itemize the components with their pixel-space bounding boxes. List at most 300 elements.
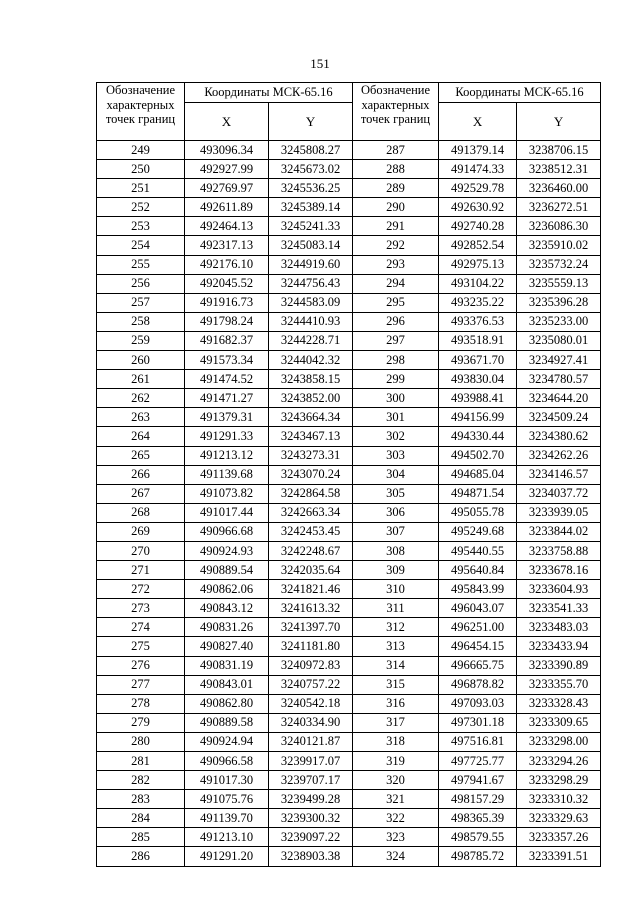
table-row xyxy=(353,446,601,465)
table-row xyxy=(353,198,601,217)
table-row xyxy=(353,427,601,446)
x-coordinate-cell: 494502.70 xyxy=(439,446,517,465)
point-id-cell: 294 xyxy=(353,274,439,293)
y-coordinate-cell: 3245536.25 xyxy=(269,179,353,198)
point-id-cell: 249 xyxy=(97,141,185,160)
table-row xyxy=(353,351,601,370)
point-id-cell: 302 xyxy=(353,427,439,446)
y-coordinate-cell: 3233355.70 xyxy=(517,675,601,694)
point-id-cell: 298 xyxy=(353,351,439,370)
y-coordinate-cell: 3235233.00 xyxy=(517,312,601,331)
x-coordinate-cell: 491474.52 xyxy=(185,370,269,389)
x-coordinate-cell: 490843.01 xyxy=(185,675,269,694)
y-coordinate-cell: 3243852.00 xyxy=(269,389,353,408)
table-row xyxy=(97,331,353,350)
y-coordinate-cell: 3239097.22 xyxy=(269,828,353,847)
y-coordinate-cell: 3239917.07 xyxy=(269,752,353,771)
table-row xyxy=(353,675,601,694)
point-id-cell: 321 xyxy=(353,790,439,809)
point-id-cell: 312 xyxy=(353,618,439,637)
y-coordinate-cell: 3233758.88 xyxy=(517,541,601,560)
y-coordinate-cell: 3244756.43 xyxy=(269,274,353,293)
y-coordinate-cell: 3233357.26 xyxy=(517,828,601,847)
point-id-cell: 280 xyxy=(97,732,185,751)
table-row xyxy=(97,713,353,732)
y-coordinate-cell: 3243664.34 xyxy=(269,408,353,427)
point-id-cell: 283 xyxy=(97,790,185,809)
coordinates-group-header: Координаты МСК-65.16 xyxy=(185,83,353,103)
y-coordinate-cell: 3239300.32 xyxy=(269,809,353,828)
y-coordinate-cell: 3238903.38 xyxy=(269,847,353,866)
point-id-cell: 270 xyxy=(97,541,185,560)
table-row xyxy=(97,503,353,522)
y-coordinate-cell: 3233310.32 xyxy=(517,790,601,809)
table-row xyxy=(97,236,353,255)
coordinates-tables xyxy=(96,82,600,867)
point-id-cell: 258 xyxy=(97,312,185,331)
point-id-cell: 289 xyxy=(353,179,439,198)
table-row xyxy=(353,599,601,618)
y-coordinate-cell: 3245673.02 xyxy=(269,160,353,179)
point-id-cell: 296 xyxy=(353,312,439,331)
table-row xyxy=(353,255,601,274)
table-row xyxy=(353,274,601,293)
x-coordinate-cell: 495843.99 xyxy=(439,580,517,599)
y-coordinate-cell: 3242663.34 xyxy=(269,503,353,522)
point-id-cell: 297 xyxy=(353,331,439,350)
x-coordinate-cell: 492176.10 xyxy=(185,255,269,274)
coordinates-table-left xyxy=(96,82,353,867)
x-coordinate-cell: 490862.80 xyxy=(185,694,269,713)
x-coordinate-cell: 491798.24 xyxy=(185,312,269,331)
y-coordinate-cell: 3242453.45 xyxy=(269,522,353,541)
x-coordinate-cell: 494330.44 xyxy=(439,427,517,446)
table-row xyxy=(97,351,353,370)
table-row xyxy=(353,370,601,389)
point-id-cell: 286 xyxy=(97,847,185,866)
x-coordinate-cell: 492927.99 xyxy=(185,160,269,179)
point-id-cell: 301 xyxy=(353,408,439,427)
point-id-cell: 320 xyxy=(353,771,439,790)
point-id-cell: 291 xyxy=(353,217,439,236)
y-coordinate-cell: 3233329.63 xyxy=(517,809,601,828)
table-row xyxy=(353,618,601,637)
y-coordinate-cell: 3245389.14 xyxy=(269,198,353,217)
table-row xyxy=(97,828,353,847)
point-id-cell: 290 xyxy=(353,198,439,217)
point-id-cell: 266 xyxy=(97,465,185,484)
y-header: Y xyxy=(517,103,601,141)
x-coordinate-cell: 491471.27 xyxy=(185,389,269,408)
x-coordinate-cell: 493518.91 xyxy=(439,331,517,350)
x-coordinate-cell: 490889.54 xyxy=(185,561,269,580)
x-coordinate-cell: 492611.89 xyxy=(185,198,269,217)
x-coordinate-cell: 491073.82 xyxy=(185,484,269,503)
point-id-cell: 295 xyxy=(353,293,439,312)
y-coordinate-cell: 3233390.89 xyxy=(517,656,601,675)
point-id-cell: 310 xyxy=(353,580,439,599)
x-coordinate-cell: 497941.67 xyxy=(439,771,517,790)
point-id-cell: 314 xyxy=(353,656,439,675)
x-coordinate-cell: 493104.22 xyxy=(439,274,517,293)
x-coordinate-cell: 492852.54 xyxy=(439,236,517,255)
y-coordinate-cell: 3235396.28 xyxy=(517,293,601,312)
table-row xyxy=(353,217,601,236)
x-coordinate-cell: 491474.33 xyxy=(439,160,517,179)
y-coordinate-cell: 3234037.72 xyxy=(517,484,601,503)
x-header: X xyxy=(439,103,517,141)
point-id-cell: 313 xyxy=(353,637,439,656)
y-coordinate-cell: 3239499.28 xyxy=(269,790,353,809)
y-coordinate-cell: 3244410.93 xyxy=(269,312,353,331)
point-id-cell: 317 xyxy=(353,713,439,732)
y-coordinate-cell: 3233604.93 xyxy=(517,580,601,599)
point-id-cell: 300 xyxy=(353,389,439,408)
y-coordinate-cell: 3235559.13 xyxy=(517,274,601,293)
point-id-cell: 299 xyxy=(353,370,439,389)
y-coordinate-cell: 3233844.02 xyxy=(517,522,601,541)
coordinates-group-header: Координаты МСК-65.16 xyxy=(439,83,601,103)
x-coordinate-cell: 491213.10 xyxy=(185,828,269,847)
y-coordinate-cell: 3235910.02 xyxy=(517,236,601,255)
y-coordinate-cell: 3234146.57 xyxy=(517,465,601,484)
y-coordinate-cell: 3234509.24 xyxy=(517,408,601,427)
y-coordinate-cell: 3242035.64 xyxy=(269,561,353,580)
point-id-cell: 278 xyxy=(97,694,185,713)
point-id-cell: 308 xyxy=(353,541,439,560)
table-row xyxy=(353,771,601,790)
point-id-cell: 257 xyxy=(97,293,185,312)
y-coordinate-cell: 3233298.00 xyxy=(517,732,601,751)
page-number: 151 xyxy=(310,56,330,71)
y-coordinate-cell: 3234927.41 xyxy=(517,351,601,370)
x-coordinate-cell: 493988.41 xyxy=(439,389,517,408)
x-coordinate-cell: 495055.78 xyxy=(439,503,517,522)
table-row xyxy=(97,752,353,771)
point-id-cell: 288 xyxy=(353,160,439,179)
table-row xyxy=(353,389,601,408)
table-row xyxy=(353,408,601,427)
table-row xyxy=(353,656,601,675)
y-coordinate-cell: 3241181.80 xyxy=(269,637,353,656)
point-id-cell: 282 xyxy=(97,771,185,790)
table-row xyxy=(97,427,353,446)
x-coordinate-cell: 492529.78 xyxy=(439,179,517,198)
x-coordinate-cell: 490843.12 xyxy=(185,599,269,618)
x-coordinate-cell: 491291.20 xyxy=(185,847,269,866)
y-coordinate-cell: 3244919.60 xyxy=(269,255,353,274)
table-row xyxy=(97,522,353,541)
x-coordinate-cell: 490966.58 xyxy=(185,752,269,771)
point-id-cell: 287 xyxy=(353,141,439,160)
point-id-cell: 284 xyxy=(97,809,185,828)
point-id-cell: 272 xyxy=(97,580,185,599)
x-coordinate-cell: 490831.26 xyxy=(185,618,269,637)
x-coordinate-cell: 490889.58 xyxy=(185,713,269,732)
coordinates-table-right xyxy=(352,82,601,867)
y-coordinate-cell: 3235080.01 xyxy=(517,331,601,350)
x-coordinate-cell: 492630.92 xyxy=(439,198,517,217)
point-id-cell: 274 xyxy=(97,618,185,637)
table-row xyxy=(353,847,601,866)
point-id-cell: 323 xyxy=(353,828,439,847)
table-row xyxy=(97,732,353,751)
point-id-cell: 261 xyxy=(97,370,185,389)
y-coordinate-cell: 3234380.62 xyxy=(517,427,601,446)
table-row xyxy=(97,675,353,694)
y-coordinate-cell: 3243858.15 xyxy=(269,370,353,389)
point-id-cell: 316 xyxy=(353,694,439,713)
x-coordinate-cell: 490924.93 xyxy=(185,541,269,560)
y-coordinate-cell: 3233939.05 xyxy=(517,503,601,522)
x-coordinate-cell: 493376.53 xyxy=(439,312,517,331)
table-row xyxy=(353,790,601,809)
x-header: X xyxy=(185,103,269,141)
point-id-cell: 303 xyxy=(353,446,439,465)
y-coordinate-cell: 3238512.31 xyxy=(517,160,601,179)
table-row xyxy=(97,198,353,217)
y-coordinate-cell: 3234780.57 xyxy=(517,370,601,389)
x-coordinate-cell: 490831.19 xyxy=(185,656,269,675)
table-row xyxy=(97,484,353,503)
point-id-cell: 262 xyxy=(97,389,185,408)
x-coordinate-cell: 492740.28 xyxy=(439,217,517,236)
point-id-cell: 305 xyxy=(353,484,439,503)
x-coordinate-cell: 492769.97 xyxy=(185,179,269,198)
point-id-cell: 292 xyxy=(353,236,439,255)
y-coordinate-cell: 3245083.14 xyxy=(269,236,353,255)
y-coordinate-cell: 3244228.71 xyxy=(269,331,353,350)
y-coordinate-cell: 3240757.22 xyxy=(269,675,353,694)
y-coordinate-cell: 3243467.13 xyxy=(269,427,353,446)
point-id-cell: 322 xyxy=(353,809,439,828)
x-coordinate-cell: 492975.13 xyxy=(439,255,517,274)
x-coordinate-cell: 494871.54 xyxy=(439,484,517,503)
x-coordinate-cell: 493096.34 xyxy=(185,141,269,160)
table-row xyxy=(97,465,353,484)
point-id-cell: 304 xyxy=(353,465,439,484)
point-id-cell: 276 xyxy=(97,656,185,675)
point-id-cell: 281 xyxy=(97,752,185,771)
x-coordinate-cell: 497725.77 xyxy=(439,752,517,771)
x-coordinate-cell: 491916.73 xyxy=(185,293,269,312)
y-coordinate-cell: 3245808.27 xyxy=(269,141,353,160)
y-coordinate-cell: 3244042.32 xyxy=(269,351,353,370)
y-coordinate-cell: 3240542.18 xyxy=(269,694,353,713)
point-id-cell: 311 xyxy=(353,599,439,618)
x-coordinate-cell: 491017.44 xyxy=(185,503,269,522)
point-id-cell: 315 xyxy=(353,675,439,694)
point-id-cell: 269 xyxy=(97,522,185,541)
table-row xyxy=(353,732,601,751)
table-row xyxy=(353,809,601,828)
y-coordinate-cell: 3245241.33 xyxy=(269,217,353,236)
point-id-cell: 250 xyxy=(97,160,185,179)
point-id-cell: 293 xyxy=(353,255,439,274)
table-row xyxy=(353,580,601,599)
point-id-cell: 271 xyxy=(97,561,185,580)
table-row xyxy=(97,637,353,656)
point-id-cell: 319 xyxy=(353,752,439,771)
x-coordinate-cell: 493671.70 xyxy=(439,351,517,370)
table-row xyxy=(97,809,353,828)
table-row xyxy=(97,618,353,637)
x-coordinate-cell: 492464.13 xyxy=(185,217,269,236)
y-coordinate-cell: 3233433.94 xyxy=(517,637,601,656)
left-table-body xyxy=(97,141,353,867)
x-coordinate-cell: 491075.76 xyxy=(185,790,269,809)
y-coordinate-cell: 3233483.03 xyxy=(517,618,601,637)
table-row xyxy=(97,160,353,179)
table-row xyxy=(97,847,353,866)
x-coordinate-cell: 491682.37 xyxy=(185,331,269,350)
table-row xyxy=(97,694,353,713)
table-row xyxy=(97,408,353,427)
y-coordinate-cell: 3240334.90 xyxy=(269,713,353,732)
x-coordinate-cell: 493830.04 xyxy=(439,370,517,389)
y-coordinate-cell: 3234262.26 xyxy=(517,446,601,465)
y-coordinate-cell: 3233309.65 xyxy=(517,713,601,732)
point-id-cell: 252 xyxy=(97,198,185,217)
table-row xyxy=(97,656,353,675)
y-coordinate-cell: 3242864.58 xyxy=(269,484,353,503)
x-coordinate-cell: 490966.68 xyxy=(185,522,269,541)
table-row xyxy=(353,179,601,198)
table-row xyxy=(353,694,601,713)
x-coordinate-cell: 491573.34 xyxy=(185,351,269,370)
table-row xyxy=(97,561,353,580)
table-row xyxy=(97,370,353,389)
table-row xyxy=(353,484,601,503)
x-coordinate-cell: 497093.03 xyxy=(439,694,517,713)
x-coordinate-cell: 493235.22 xyxy=(439,293,517,312)
y-coordinate-cell: 3233391.51 xyxy=(517,847,601,866)
point-id-cell: 307 xyxy=(353,522,439,541)
table-row xyxy=(97,541,353,560)
point-id-cell: 259 xyxy=(97,331,185,350)
table-row xyxy=(97,293,353,312)
x-coordinate-cell: 491017.30 xyxy=(185,771,269,790)
y-coordinate-cell: 3233298.29 xyxy=(517,771,601,790)
y-coordinate-cell: 3241397.70 xyxy=(269,618,353,637)
x-coordinate-cell: 498579.55 xyxy=(439,828,517,847)
y-coordinate-cell: 3239707.17 xyxy=(269,771,353,790)
point-id-cell: 318 xyxy=(353,732,439,751)
table-row xyxy=(353,160,601,179)
y-coordinate-cell: 3242248.67 xyxy=(269,541,353,560)
table-row xyxy=(353,293,601,312)
y-coordinate-cell: 3241613.32 xyxy=(269,599,353,618)
y-coordinate-cell: 3236460.00 xyxy=(517,179,601,198)
table-row xyxy=(97,217,353,236)
point-label-header: Обозначение характерных точек границ xyxy=(353,83,439,141)
right-table-body xyxy=(353,141,601,867)
y-coordinate-cell: 3244583.09 xyxy=(269,293,353,312)
table-row xyxy=(353,312,601,331)
point-id-cell: 309 xyxy=(353,561,439,580)
point-id-cell: 265 xyxy=(97,446,185,465)
table-row xyxy=(353,522,601,541)
x-coordinate-cell: 490827.40 xyxy=(185,637,269,656)
table-row xyxy=(97,141,353,160)
y-coordinate-cell: 3238706.15 xyxy=(517,141,601,160)
point-id-cell: 254 xyxy=(97,236,185,255)
table-row xyxy=(97,179,353,198)
x-coordinate-cell: 491379.14 xyxy=(439,141,517,160)
table-row xyxy=(353,541,601,560)
point-id-cell: 275 xyxy=(97,637,185,656)
x-coordinate-cell: 497301.18 xyxy=(439,713,517,732)
y-header: Y xyxy=(269,103,353,141)
table-row xyxy=(97,771,353,790)
table-row xyxy=(353,713,601,732)
table-row xyxy=(353,141,601,160)
x-coordinate-cell: 497516.81 xyxy=(439,732,517,751)
point-id-cell: 268 xyxy=(97,503,185,522)
table-row xyxy=(97,446,353,465)
x-coordinate-cell: 495640.84 xyxy=(439,561,517,580)
x-coordinate-cell: 496043.07 xyxy=(439,599,517,618)
x-coordinate-cell: 491139.68 xyxy=(185,465,269,484)
x-coordinate-cell: 491139.70 xyxy=(185,809,269,828)
point-id-cell: 279 xyxy=(97,713,185,732)
table-row xyxy=(353,752,601,771)
y-coordinate-cell: 3235732.24 xyxy=(517,255,601,274)
point-id-cell: 251 xyxy=(97,179,185,198)
x-coordinate-cell: 494156.99 xyxy=(439,408,517,427)
point-id-cell: 306 xyxy=(353,503,439,522)
y-coordinate-cell: 3236272.51 xyxy=(517,198,601,217)
x-coordinate-cell: 492045.52 xyxy=(185,274,269,293)
table-row xyxy=(97,312,353,331)
y-coordinate-cell: 3240972.83 xyxy=(269,656,353,675)
x-coordinate-cell: 491291.33 xyxy=(185,427,269,446)
y-coordinate-cell: 3241821.46 xyxy=(269,580,353,599)
table-row xyxy=(97,580,353,599)
table-row xyxy=(97,255,353,274)
point-id-cell: 273 xyxy=(97,599,185,618)
table-row xyxy=(97,274,353,293)
table-row xyxy=(353,503,601,522)
point-label-header: Обозначение характерных точек границ xyxy=(97,83,185,141)
point-id-cell: 267 xyxy=(97,484,185,503)
y-coordinate-cell: 3233678.16 xyxy=(517,561,601,580)
x-coordinate-cell: 496251.00 xyxy=(439,618,517,637)
table-row xyxy=(353,331,601,350)
point-id-cell: 324 xyxy=(353,847,439,866)
x-coordinate-cell: 490862.06 xyxy=(185,580,269,599)
x-coordinate-cell: 496665.75 xyxy=(439,656,517,675)
y-coordinate-cell: 3233294.26 xyxy=(517,752,601,771)
x-coordinate-cell: 496454.15 xyxy=(439,637,517,656)
y-coordinate-cell: 3234644.20 xyxy=(517,389,601,408)
y-coordinate-cell: 3243273.31 xyxy=(269,446,353,465)
x-coordinate-cell: 498157.29 xyxy=(439,790,517,809)
point-id-cell: 263 xyxy=(97,408,185,427)
table-row xyxy=(353,828,601,847)
point-id-cell: 255 xyxy=(97,255,185,274)
point-id-cell: 253 xyxy=(97,217,185,236)
x-coordinate-cell: 496878.82 xyxy=(439,675,517,694)
table-row xyxy=(97,599,353,618)
x-coordinate-cell: 498365.39 xyxy=(439,809,517,828)
x-coordinate-cell: 495440.55 xyxy=(439,541,517,560)
table-row xyxy=(97,790,353,809)
table-row xyxy=(353,465,601,484)
table-row xyxy=(353,236,601,255)
table-row xyxy=(353,561,601,580)
x-coordinate-cell: 498785.72 xyxy=(439,847,517,866)
